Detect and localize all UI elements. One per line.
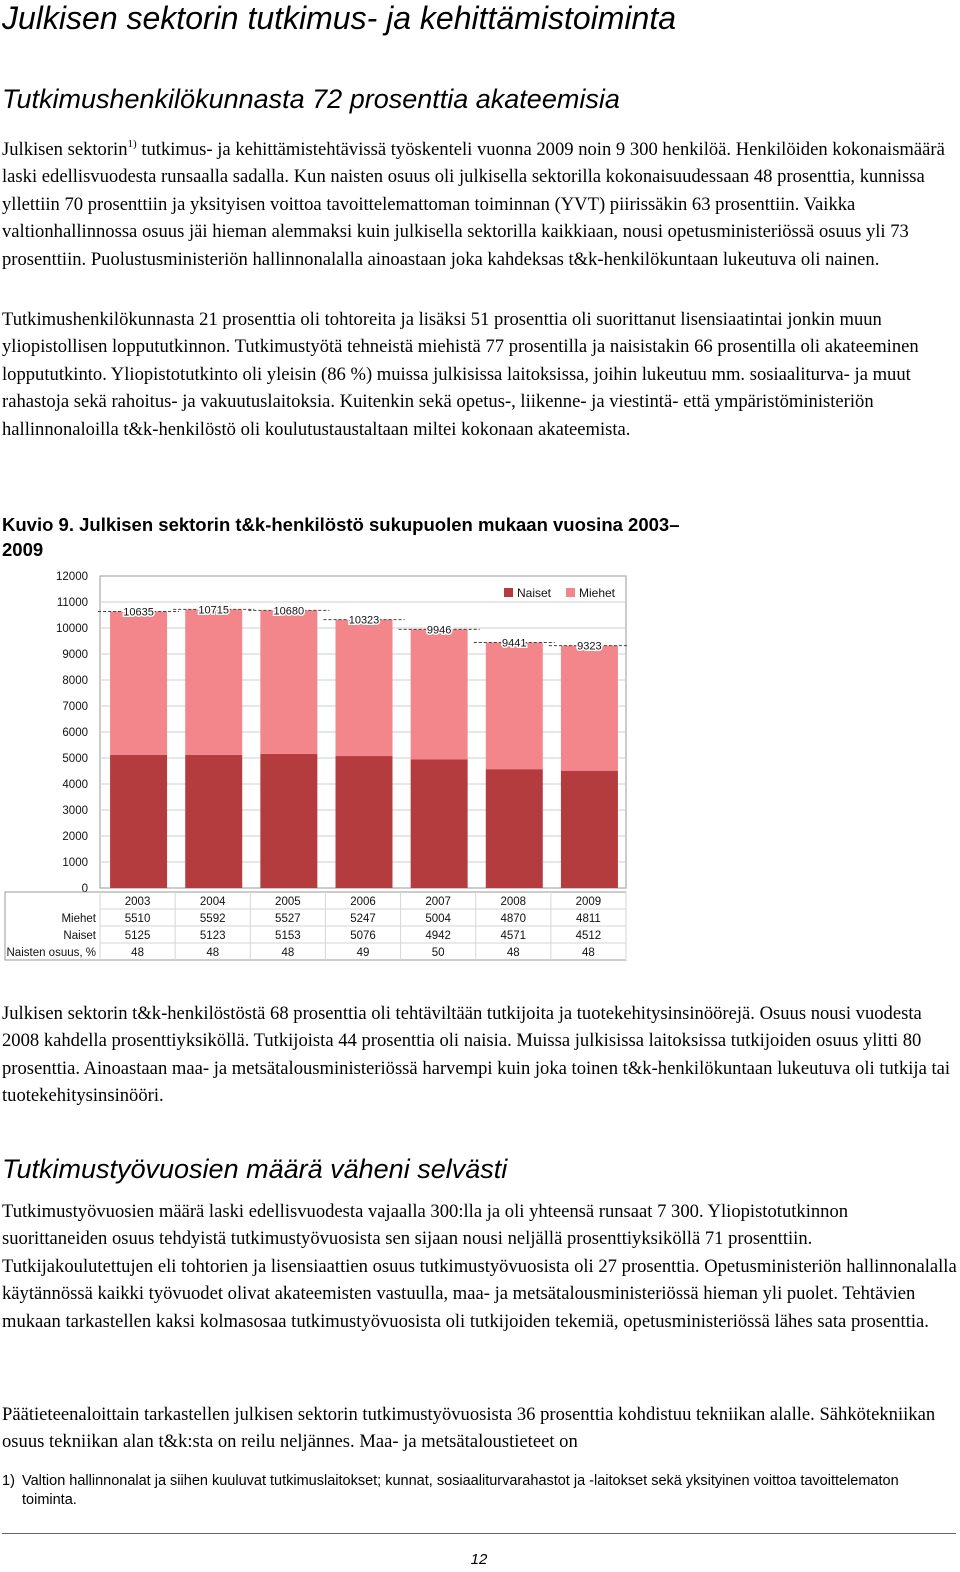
table-cell: 5076 [350,930,376,942]
table-cell: 49 [356,947,370,959]
data-label-total-2008: 9441 [502,637,527,650]
table-cell: 48 [506,947,520,959]
y-tick-label: 1000 [62,857,88,869]
y-tick-label: 7000 [62,701,88,713]
table-cell: 5247 [350,913,376,925]
data-label-total-2004: 10715 [198,604,230,617]
y-tick-label: 8000 [62,675,88,687]
table-cell: 4870 [500,913,527,925]
table-cell: 5153 [275,930,301,942]
footnote-mark: 1) [2,1473,15,1489]
bar-miehet-2008 [486,643,543,770]
bar-miehet-2004 [185,609,242,754]
table-cell: 4811 [576,913,601,925]
bar-naiset-2004 [185,755,242,888]
section-heading-research-staff: Tutkimushenkilökunnasta 72 prosenttia akateemisia [2,84,620,114]
data-label-total-2005: 10680 [273,605,305,618]
bar-miehet-2005 [260,610,317,754]
figure-caption: Kuvio 9. Julkisen sektorin t&k-henkilöstö sukupuolen mukaan vuosina 2003–2009 [2,514,680,560]
legend-swatch-naiset [504,588,513,597]
section-heading-research-years: Tutkimustyövuosien määrä väheni selvästi [2,1154,508,1184]
table-header-year: 2005 [275,896,301,908]
bar-naiset-2003 [110,755,167,888]
bar-miehet-2009 [561,646,618,771]
bar-naiset-2009 [561,771,618,888]
table-header-year: 2007 [425,896,451,908]
table-cell: 5527 [275,913,301,925]
y-tick-label: 9000 [62,649,88,661]
table-cell: 4942 [425,930,451,942]
footnote-text: Valtion hallinnonalat ja siihen kuuluvat tutkimuslaitokset; kunnat, sosiaaliturvarahastot ja -laitokset sekä yksityinen voittoa tavoittelematon toiminta. [22,1473,899,1508]
table-cell: 4571 [500,930,527,942]
table-row-label: Miehet [61,913,96,925]
table-header-year: 2009 [575,896,602,908]
data-label-total-2009: 9323 [577,640,602,653]
legend-label-naiset: Naiset [517,586,552,600]
table-cell: 5592 [199,913,226,925]
bar-naiset-2006 [336,756,393,888]
data-label-total-2006: 10323 [348,614,380,627]
table-header-year: 2004 [199,896,226,908]
data-label-total-2007: 9946 [426,624,452,637]
bar-miehet-2003 [110,611,167,754]
paragraph-education: Tutkimushenkilökunnasta 21 prosenttia oli tohtoreita ja lisäksi 51 prosenttia oli suorittanut lisensiaatintai jonkin muun yliopistollisen loppututkinnon. Tutkimustyötä tehneistä miehistä 77 prosentilla ja naisistakin 66 prosentilla oli akateeminen loppututkinto. Yliopistotutkinto oli yleisin (86 %) muissa julkisissa laitoksissa, joihin lukeutuu mm. sosiaaliturva- ja muut rahastoja sekä rahoitus- ja vakuutuslaitoksia. Kuitenkin sekä opetus-, liikenne- ja viestintä- että ympäristöministeriön hallinnonaloilla t&k-henkilöstö oli koulutustaustaltaan miltei kokonaan akateemista. [2,309,919,440]
y-tick-label: 11000 [56,597,88,609]
footnote [2,1472,952,1510]
table-cell: 5125 [124,930,151,942]
y-tick-label: 2000 [62,831,88,843]
bar-naiset-2005 [260,754,317,888]
y-tick-label: 12000 [56,571,88,583]
footnote-reference[interactable]: 1) [127,138,137,150]
table-row-label: Naisten osuus, % [6,947,96,959]
page-number: 12 [470,1551,488,1568]
table-header-year: 2003 [124,896,151,908]
paragraph-staff-count [2,131,958,273]
y-tick-label: 0 [81,883,88,895]
table-cell: 48 [131,947,144,959]
y-tick-label: 3000 [62,805,88,817]
y-tick-label: 6000 [62,727,88,739]
table-cell: 4512 [575,930,602,942]
table-cell: 5510 [124,913,151,925]
bar-naiset-2008 [486,769,543,888]
table-row-label: Naiset [63,930,96,942]
paragraph-fields: Päätieteenaloittain tarkastellen julkisen sektorin tutkimustyövuosista 36 prosenttia kohdistuu tekniikan alalle. Sähkötekniikan osuus tekniikan alan t&k:sta on reilu neljännes. Maa- ja metsätaloustieteet on [2,1404,936,1453]
table-cell: 5123 [199,930,226,942]
table-cell: 50 [431,947,445,959]
table-cell: 5004 [425,913,451,925]
paragraph-staff-count-rest: tutkimus- ja kehittämistehtävissä työskenteli vuonna 2009 noin 9 300 henkilöä. Henkilöiden kokonaismäärä laski edellisvuodesta runsaalla sadalla. Kun naisten osuus oli julkisella sektorilla kokonaisuudessaan 48 prosenttia, kunnissa yllettiin 70 prosenttiin ja yksityisen voittoa tavoittelemattoman toiminnan (YVT) piirissäkin 63 prosenttiin. Vaikka valtionhallinnossa osuus jäi hieman alemmaksi kuin julkisella sektorilla kaikkiaan, nousi opetusministeriössä osuus yli 73 prosenttiin. Puolustusministeriön hallinnonalalla ainoastaan joka kahdeksas t&k-henkilökuntaan lukeutuva oli nainen. [2,139,945,270]
paragraph-research-years: Tutkimustyövuosien määrä laski edellisvuodesta vajaalla 300:lla ja oli yhteensä runsaat 7 300. Yliopistotutkinnon suorittaneiden osuus tehdyistä tutkimustyövuosista sen sijaan nousi neljällä prosenttiyksiköllä 71 prosenttiin. Tutkijakoulutettujen eli tohtorien ja lisensiaattien osuus tutkimustyövuosista oli 27 prosenttia. Opetusministeriön hallinnonalalla käytännössä kaikki työvuodet olivat akateemisten vastuulla, maa- ja metsätalousministeriössä hieman yli puolet. Tehtävien mukaan tarkastellen kaksi kolmasosaa tutkimustyövuosista oli tutkijoiden tekemiä, opetusministeriössä lähes sata prosenttia. [2,1201,957,1332]
legend-swatch-miehet [566,588,575,597]
y-tick-label: 10000 [56,623,88,635]
data-label-total-2003: 10635 [123,606,154,619]
footer-rule [2,1533,956,1534]
paragraph-researchers: Julkisen sektorin t&k-henkilöstöstä 68 prosenttia oli tehtäviltään tutkijoita ja tuotekehitysinsinöörejä. Osuus nousi vuodesta 2008 kahdella prosenttiyksiköllä. Tutkijoista 44 prosenttia oli naisia. Muissa julkisissa laitoksissa tutkijoiden osuus ylitti 80 prosenttia. Ainoastaan maa- ja metsätalousministeriössä harvempi kuin joka toinen t&k-henkilökuntaan lukeutuva oli tutkija tai tuotekehitysinsinööri. [2,1003,951,1107]
y-tick-label: 4000 [62,779,88,791]
table-header-year: 2006 [350,896,376,908]
table-cell: 48 [582,947,595,959]
y-tick-label: 5000 [62,753,88,765]
legend-label-miehet: Miehet [579,586,616,600]
page-title: Julkisen sektorin tutkimus- ja kehittämistoiminta [2,0,677,36]
bar-miehet-2006 [336,620,393,756]
table-cell: 48 [206,947,220,959]
table-cell: 48 [281,947,295,959]
paragraph-staff-count-start: Julkisen sektorin [2,139,128,160]
stacked-bar-chart [4,566,628,964]
table-header-year: 2008 [500,896,527,908]
bar-naiset-2007 [411,760,468,888]
bar-miehet-2007 [411,629,468,759]
